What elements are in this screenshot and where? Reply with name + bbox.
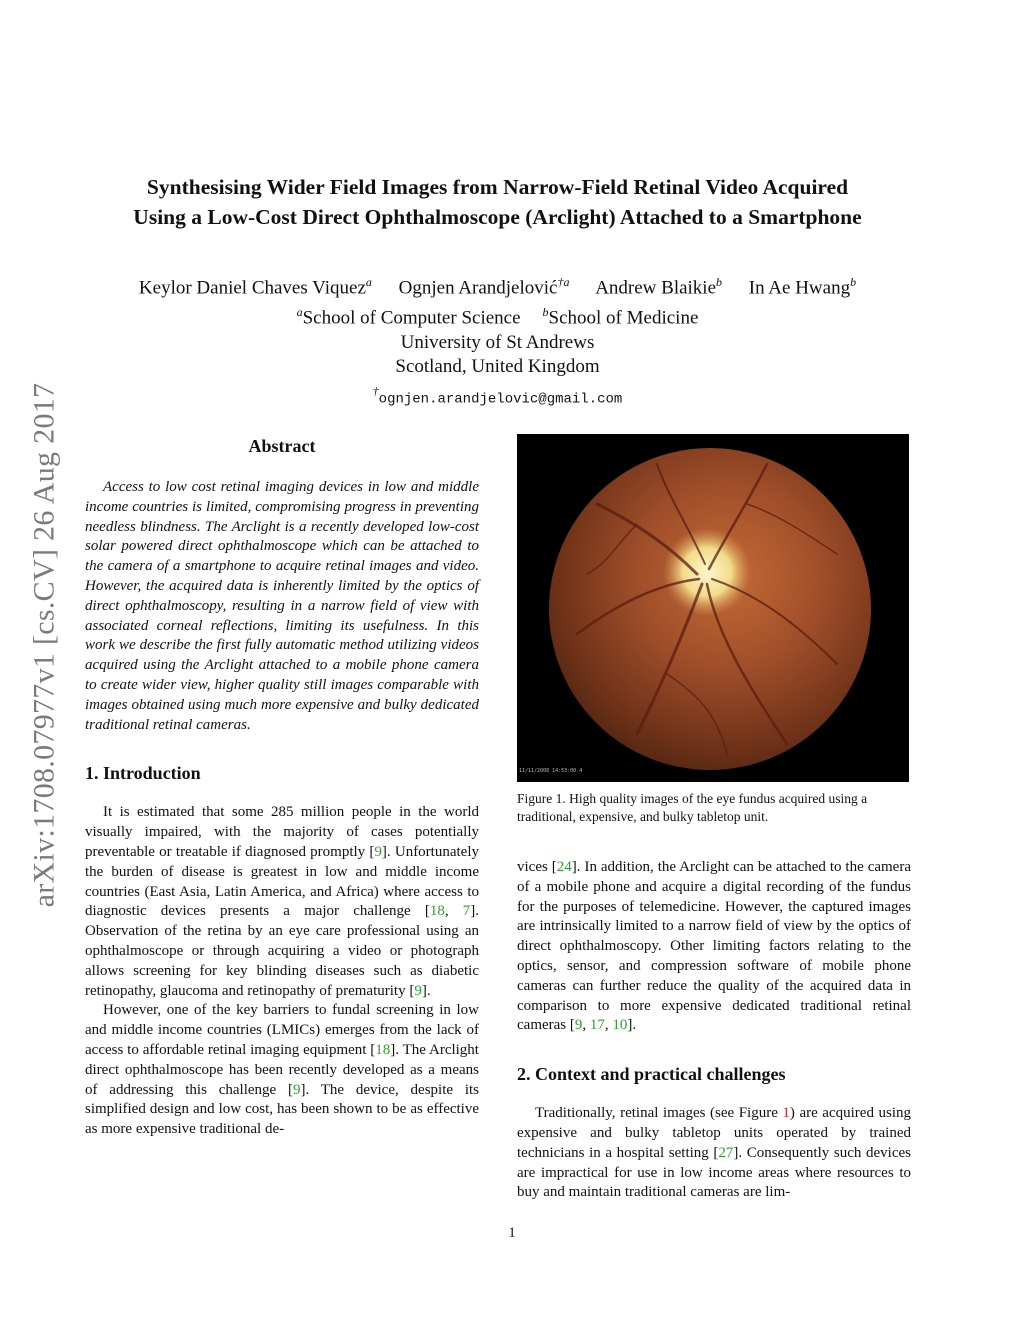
- right-column: [517, 434, 911, 1203]
- affiliation-sup: a: [296, 305, 303, 320]
- optic-disc: [663, 528, 751, 616]
- citation-link[interactable]: 17: [589, 1017, 605, 1034]
- author-sup: †a: [557, 275, 570, 289]
- affiliation-location: Scotland, United Kingdom: [395, 355, 600, 377]
- affiliation-school-a: School of Computer Science: [302, 307, 521, 329]
- image-timestamp: 11/11/2008 14:53:00.4: [519, 768, 583, 774]
- page-number: 1: [508, 1225, 516, 1241]
- citation-link[interactable]: 18: [375, 1041, 391, 1058]
- left-column: [85, 434, 479, 1140]
- abstract-heading: Abstract: [248, 436, 316, 456]
- author-sup: b: [850, 275, 857, 289]
- affiliation-university: University of St Andrews: [400, 331, 595, 353]
- citation-link[interactable]: 9: [292, 1081, 301, 1098]
- figure-caption: Figure 1. High quality images of the eye fundus acquired using a traditional, expensive, and bulky tabletop unit.: [517, 791, 868, 824]
- figure-reference-link[interactable]: 1: [782, 1105, 790, 1122]
- citation-link[interactable]: 24: [556, 859, 572, 875]
- retina-vessels: [517, 434, 909, 782]
- abstract-text: Access to low cost retinal imaging devices in low and middle income countries is limited, compromising progress in preventing needless blindness. The Arclight is a recently developed low-cost solar powered direct ophthalmoscope which can be attached to the camera of a smartphone to acquire retinal images and video. However, the acquired data is inherently limited by the optics of direct ophthalmoscopy, resulting in a narrow field of view with associated corneal reflections, limiting its usefulness. In this work we describe the first fully automatic method utilizing videos acquired using the Arclight attached to a mobile phone camera to create wider view, higher quality still images comparable with images obtained using much more expensive and bulky dedicated traditional retinal cameras.: [85, 479, 479, 733]
- contact-email-row: [70, 379, 925, 411]
- author-name: Ognjen Arandjelović: [398, 277, 558, 299]
- email-mark: †: [372, 383, 379, 398]
- citation-link[interactable]: 18: [429, 903, 445, 920]
- contact-email: ognjen.arandjelovic@gmail.com: [378, 390, 623, 407]
- author-name: Andrew Blaikie: [595, 277, 717, 299]
- intro-paragraph-2: However, one of the key barriers to fundal screening in low and middle income countries (LMICs) emerges from the lack of access to affordable retinal imaging equipment [18]. The Arclight direct ophthalmoscope has been recently developed as a means of addressing this challenge [9]. The device, despite its simplified design and low cost, has been shown to be as effective as more expensive traditional de-: [85, 1002, 479, 1138]
- title-line-1: Synthesising Wider Field Images from Narrow-Field Retinal Video Acquired: [146, 175, 849, 199]
- citation-link[interactable]: 10: [612, 1017, 628, 1034]
- citation-link[interactable]: 7: [462, 903, 471, 920]
- citation-link[interactable]: 9: [574, 1017, 583, 1034]
- author-names: [70, 270, 925, 300]
- figure-fundus-image: [517, 434, 909, 782]
- affiliation-sup: b: [542, 305, 549, 320]
- author-name: In Ae Hwang: [748, 277, 851, 299]
- affiliation-school-b: School of Medicine: [548, 307, 699, 329]
- section-heading-introduction: 1. Introduction: [85, 763, 201, 784]
- section-heading-context: 2. Context and practical challenges: [517, 1064, 786, 1085]
- author-sup: a: [365, 275, 372, 289]
- intro-paragraph-1: It is estimated that some 285 million people in the world visually impaired, with the majority of cases potentially preventable or treatable if diagnosed promptly [9]. Unfortunately the burden of disease is greatest in low and middle income countries (East Asia, Latin America, and Africa) where access to diagnostic devices presents a major challenge [18, 7]. Observation of the retina by an eye care professional using an ophthalmoscope or through acquiring a video or photograph allows screening for key blinding diseases such as diabetic retinopathy, glaucoma and retinopathy of prematurity [9].: [85, 804, 479, 999]
- citation-link[interactable]: 27: [718, 1144, 734, 1161]
- citation-link[interactable]: 9: [414, 982, 422, 999]
- context-paragraph: Traditionally, retinal images (see Figure 1) are acquired using expensive and bulky tabletop units operated by trained technicians in a hospital setting [27]. Consequently such devices are impractical for use in low income areas where resources to buy and maintain traditional cameras are lim-: [517, 1105, 911, 1201]
- citation-link[interactable]: 9: [374, 843, 382, 860]
- arxiv-stamp: [22, 345, 66, 945]
- affiliation-schools: [70, 300, 925, 330]
- arxiv-stamp-text: arXiv:1708.07977v1 [cs.CV] 26 Aug 2017: [27, 382, 61, 908]
- author-block: [70, 270, 925, 411]
- author-name: Keylor Daniel Chaves Viquez: [138, 277, 366, 299]
- title-line-2: Using a Low-Cost Direct Ophthalmoscope (Arclight) Attached to a Smartphone: [133, 205, 862, 229]
- paper-title: [70, 172, 925, 232]
- author-sup: b: [716, 275, 723, 289]
- right-paragraph: vices [24]. In addition, the Arclight can be attached to the camera of a mobile phone and acquire a digital recording of the fundus for the purposes of telemedicine. However, the captured images are intrinsically limited to a narrow field of view by the optics of direct ophthalmoscopy. Other limiting factors relating to the optics, sensor, and compression software of mobile phone cameras can further reduce the quality of the acquired data in comparison to more expensive dedicated traditional retinal cameras [9, 17, 10].: [517, 859, 911, 1034]
